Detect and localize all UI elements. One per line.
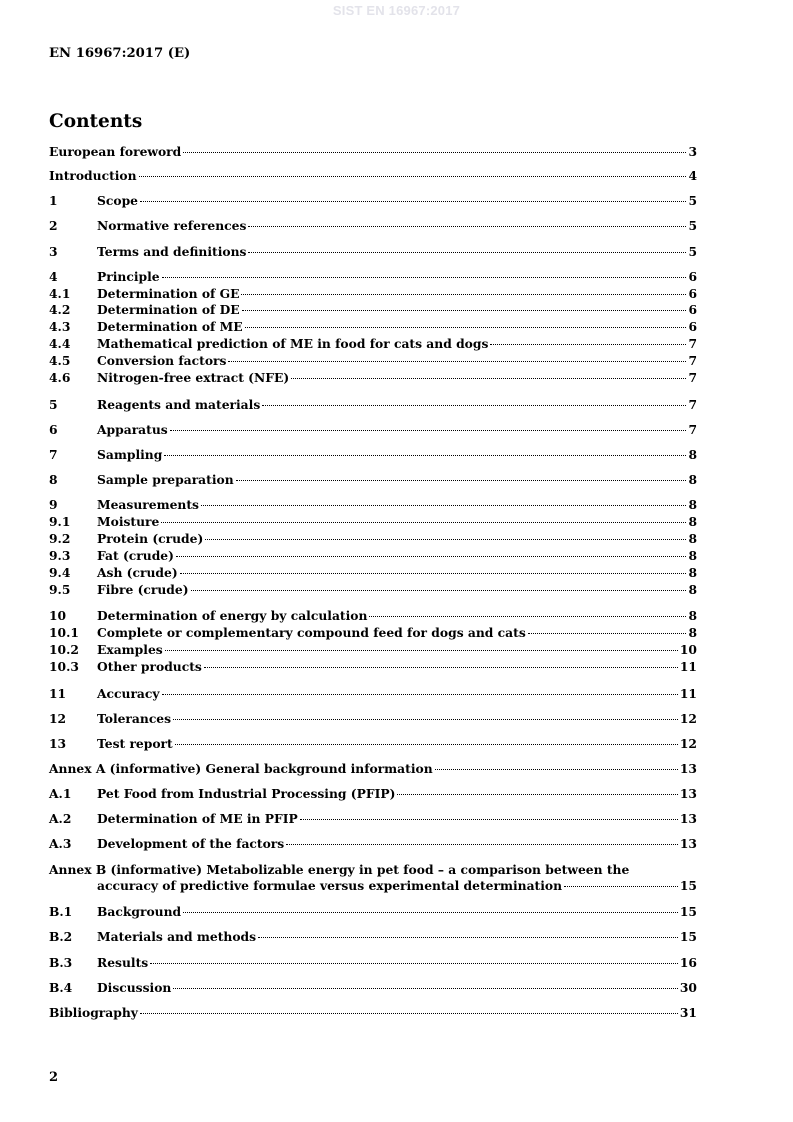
toc-entry-title: Annex A (informative) General background information [49, 761, 433, 776]
toc-entry-page: 12 [679, 736, 697, 751]
toc-entry-page: 4 [688, 168, 697, 183]
toc-entry-number: B.4 [49, 980, 73, 995]
toc-entry[interactable] [49, 193, 697, 209]
toc-entry-page: 12 [679, 711, 697, 726]
toc-annex-b-title: Annex B (informative) Metabolizable energy in pet food – a comparison between the [49, 862, 630, 877]
toc-entry-title: Bibliography [49, 1005, 138, 1020]
toc-entry-page: 8 [688, 472, 697, 487]
toc-entry-number: 10.1 [49, 625, 79, 640]
toc-entry-number: 9.5 [49, 582, 71, 597]
toc-entry[interactable] [49, 878, 697, 894]
toc-dot-leader [150, 963, 678, 964]
toc-dot-leader [183, 152, 686, 153]
toc-entry-title: European foreword [49, 144, 182, 159]
toc-entry[interactable] [49, 531, 697, 547]
toc-dot-leader [164, 455, 686, 456]
toc-entry[interactable] [49, 980, 697, 996]
toc-entry[interactable] [49, 302, 697, 318]
toc-dot-leader [236, 480, 687, 481]
toc-dot-leader [201, 505, 686, 506]
toc-dot-leader [183, 912, 678, 913]
toc-entry-page: 30 [679, 980, 697, 995]
toc-dot-leader [300, 819, 678, 820]
toc-entry[interactable] [49, 811, 697, 827]
toc-entry[interactable] [49, 548, 697, 564]
toc-dot-leader [162, 277, 687, 278]
toc-entry-title: Protein (crude) [97, 531, 204, 546]
toc-dot-leader [161, 522, 686, 523]
toc-entry-title: Measurements [97, 497, 199, 512]
toc-entry-number: 9.3 [49, 548, 71, 563]
toc-entry-title: Introduction [49, 168, 137, 183]
toc-entry-number: 9.2 [49, 531, 71, 546]
toc-entry-title: Background [97, 904, 182, 919]
toc-dot-leader [173, 988, 678, 989]
toc-entry[interactable] [49, 686, 697, 702]
toc-entry[interactable] [49, 168, 697, 184]
toc-entry[interactable] [49, 929, 697, 945]
toc-dot-leader [242, 310, 687, 311]
toc-entry-title: Mathematical prediction of ME in food for cats and dogs [97, 336, 489, 351]
toc-entry-title: Scope [97, 193, 138, 208]
toc-dot-leader [180, 573, 687, 574]
toc-entry-number: 4.1 [49, 286, 71, 301]
toc-dot-leader [490, 344, 686, 345]
toc-entry-page: 6 [688, 286, 697, 301]
toc-entry-number: 13 [49, 736, 67, 751]
toc-entry-number: B.2 [49, 929, 73, 944]
toc-entry-page: 15 [679, 904, 697, 919]
toc-entry-title: Apparatus [97, 422, 168, 437]
toc-entry-number: 12 [49, 711, 67, 726]
toc-entry[interactable] [49, 370, 697, 386]
contents-heading: Contents [49, 111, 143, 132]
toc-entry-page: 7 [688, 422, 697, 437]
toc-entry-title: Test report [97, 736, 173, 751]
toc-entry-number: B.3 [49, 955, 73, 970]
toc-dot-leader [175, 744, 678, 745]
toc-entry-title: Complete or complementary compound feed for dogs and cats [97, 625, 526, 640]
toc-entry-page: 8 [688, 625, 697, 640]
toc-entry[interactable] [49, 472, 697, 488]
toc-entry[interactable] [49, 836, 697, 852]
toc-entry-title: Determination of GE [97, 286, 240, 301]
toc-dot-leader [140, 201, 686, 202]
toc-entry-title: Determination of ME [97, 319, 243, 334]
toc-entry[interactable] [49, 447, 697, 463]
toc-entry-title: Reagents and materials [97, 397, 261, 412]
toc-entry-page: 7 [688, 353, 697, 368]
toc-entry-number: 9.1 [49, 514, 71, 529]
toc-entry-page: 6 [688, 269, 697, 284]
toc-entry-page: 10 [679, 642, 697, 657]
toc-entry-number: B.1 [49, 904, 73, 919]
toc-entry[interactable] [49, 514, 697, 530]
toc-entry[interactable] [49, 608, 697, 624]
toc-entry-page: 13 [679, 761, 697, 776]
toc-entry[interactable] [49, 711, 697, 727]
toc-entry-number: 4.5 [49, 353, 71, 368]
toc-entry-page: 8 [688, 582, 697, 597]
toc-entry[interactable] [49, 244, 697, 260]
toc-entry-number: A.1 [49, 786, 72, 801]
toc-entry[interactable] [49, 353, 697, 369]
toc-entry-number: 10 [49, 608, 67, 623]
toc-entry-number: 3 [49, 244, 58, 259]
toc-entry-number: 2 [49, 218, 58, 233]
toc-dot-leader [397, 794, 677, 795]
toc-dot-leader [248, 252, 686, 253]
toc-entry[interactable] [49, 659, 697, 675]
toc-entry-number: 7 [49, 447, 58, 462]
toc-dot-leader [241, 294, 686, 295]
toc-entry-page: 16 [679, 955, 697, 970]
toc-dot-leader [191, 590, 687, 591]
toc-entry-title: Fat (crude) [97, 548, 174, 563]
toc-entry-title: Examples [97, 642, 163, 657]
toc-entry-page: 8 [688, 497, 697, 512]
toc-entry-title: Pet Food from Industrial Processing (PFIP) [97, 786, 396, 801]
toc-entry-page: 8 [688, 608, 697, 623]
toc-entry[interactable] [49, 497, 697, 513]
toc-entry-title: accuracy of predictive formulae versus experimental determination [97, 878, 563, 893]
toc-entry-number: A.2 [49, 811, 72, 826]
toc-dot-leader [564, 886, 678, 887]
toc-dot-leader [228, 361, 686, 362]
toc-entry[interactable] [49, 736, 697, 752]
toc-entry-title: Determination of DE [97, 302, 240, 317]
toc-entry[interactable] [49, 319, 697, 335]
toc-entry-number: 4.6 [49, 370, 71, 385]
toc-dot-leader [528, 633, 687, 634]
toc-entry-title: Terms and definitions [97, 244, 247, 259]
toc-entry-number: 8 [49, 472, 58, 487]
toc-dot-leader [291, 378, 686, 379]
toc-dot-leader [435, 769, 678, 770]
toc-dot-leader [262, 405, 686, 406]
toc-entry-number: 4 [49, 269, 58, 284]
toc-entry-page: 31 [679, 1005, 697, 1020]
toc-entry-title: Nitrogen-free extract (NFE) [97, 370, 290, 385]
toc-entry-title: Other products [97, 659, 202, 674]
toc-entry[interactable] [49, 144, 697, 160]
toc-entry[interactable] [49, 269, 697, 285]
toc-entry-title: Determination of ME in PFIP [97, 811, 298, 826]
toc-entry-number: 5 [49, 397, 58, 412]
toc-entry[interactable] [49, 218, 697, 234]
toc-entry-page: 7 [688, 397, 697, 412]
toc-entry-page: 6 [688, 319, 697, 334]
toc-dot-leader [258, 937, 678, 938]
toc-entry-number: 4.2 [49, 302, 71, 317]
toc-entry-title: Ash (crude) [97, 565, 178, 580]
toc-entry-title: Moisture [97, 514, 160, 529]
toc-entry[interactable] [49, 642, 697, 658]
toc-entry-page: 13 [679, 786, 697, 801]
toc-entry-number: 11 [49, 686, 67, 701]
toc-entry-page: 8 [688, 447, 697, 462]
toc-entry-title: Tolerances [97, 711, 172, 726]
toc-entry-number: 6 [49, 422, 58, 437]
toc-entry-number: 9 [49, 497, 58, 512]
toc-entry-title: Fibre (crude) [97, 582, 189, 597]
toc-entry-title: Sample preparation [97, 472, 234, 487]
page-number: 2 [49, 1070, 59, 1085]
watermark: SIST EN 16967:2017 [332, 3, 461, 18]
toc-entry-title: Results [97, 955, 149, 970]
toc-dot-leader [170, 430, 687, 431]
toc-entry-page: 7 [688, 370, 697, 385]
toc-entry-page: 5 [688, 193, 697, 208]
toc-entry-number: 10.2 [49, 642, 79, 657]
toc-dot-leader [140, 1013, 678, 1014]
toc-entry-title: Development of the factors [97, 836, 285, 851]
toc-entry-page: 8 [688, 531, 697, 546]
toc-entry[interactable] [49, 955, 697, 971]
toc-entry[interactable] [49, 582, 697, 598]
toc-entry[interactable] [49, 625, 697, 641]
toc-entry-page: 8 [688, 514, 697, 529]
toc-entry-page: 7 [688, 336, 697, 351]
toc-entry-number: 1 [49, 193, 58, 208]
toc-entry-title: Sampling [97, 447, 163, 462]
toc-dot-leader [173, 719, 678, 720]
toc-dot-leader [248, 226, 686, 227]
toc-entry-page: 6 [688, 302, 697, 317]
toc-entry-page: 11 [679, 686, 697, 701]
toc-entry[interactable] [49, 761, 697, 777]
toc-entry-number: 9.4 [49, 565, 71, 580]
toc-dot-leader [176, 556, 686, 557]
toc-dot-leader [204, 667, 678, 668]
toc-entry-page: 15 [679, 929, 697, 944]
toc-entry-title: Discussion [97, 980, 172, 995]
toc-entry-page: 8 [688, 548, 697, 563]
toc-entry-number: A.3 [49, 836, 72, 851]
document-id: EN 16967:2017 (E) [49, 46, 191, 61]
toc-entry-page: 13 [679, 836, 697, 851]
toc-dot-leader [286, 844, 678, 845]
toc-entry-page: 15 [679, 878, 697, 893]
toc-entry-page: 11 [679, 659, 697, 674]
toc-entry-number: 4.4 [49, 336, 71, 351]
toc-entry[interactable] [49, 397, 697, 413]
toc-entry[interactable] [49, 286, 697, 302]
toc-dot-leader [162, 694, 678, 695]
toc-entry[interactable] [49, 422, 697, 438]
toc-entry[interactable] [49, 904, 697, 920]
toc-entry-page: 5 [688, 218, 697, 233]
toc-entry-page: 13 [679, 811, 697, 826]
toc-entry-number: 10.3 [49, 659, 79, 674]
toc-entry-title: Principle [97, 269, 160, 284]
toc-entry-title: Determination of energy by calculation [97, 608, 368, 623]
toc-entry[interactable] [49, 786, 697, 802]
toc-entry-title: Materials and methods [97, 929, 257, 944]
toc-entry-page: 3 [688, 144, 697, 159]
toc-dot-leader [139, 176, 687, 177]
toc-entry-title: Normative references [97, 218, 247, 233]
toc-entry[interactable] [49, 1005, 697, 1021]
toc-entry-page: 5 [688, 244, 697, 259]
toc-entry-page: 8 [688, 565, 697, 580]
toc-dot-leader [205, 539, 686, 540]
toc-entry-title: Conversion factors [97, 353, 227, 368]
toc-dot-leader [165, 650, 678, 651]
toc-entry-number: 4.3 [49, 319, 71, 334]
toc-dot-leader [245, 327, 687, 328]
toc-dot-leader [369, 616, 686, 617]
toc-entry-title: Accuracy [97, 686, 160, 701]
toc-entry[interactable] [49, 565, 697, 581]
toc-entry[interactable] [49, 336, 697, 352]
